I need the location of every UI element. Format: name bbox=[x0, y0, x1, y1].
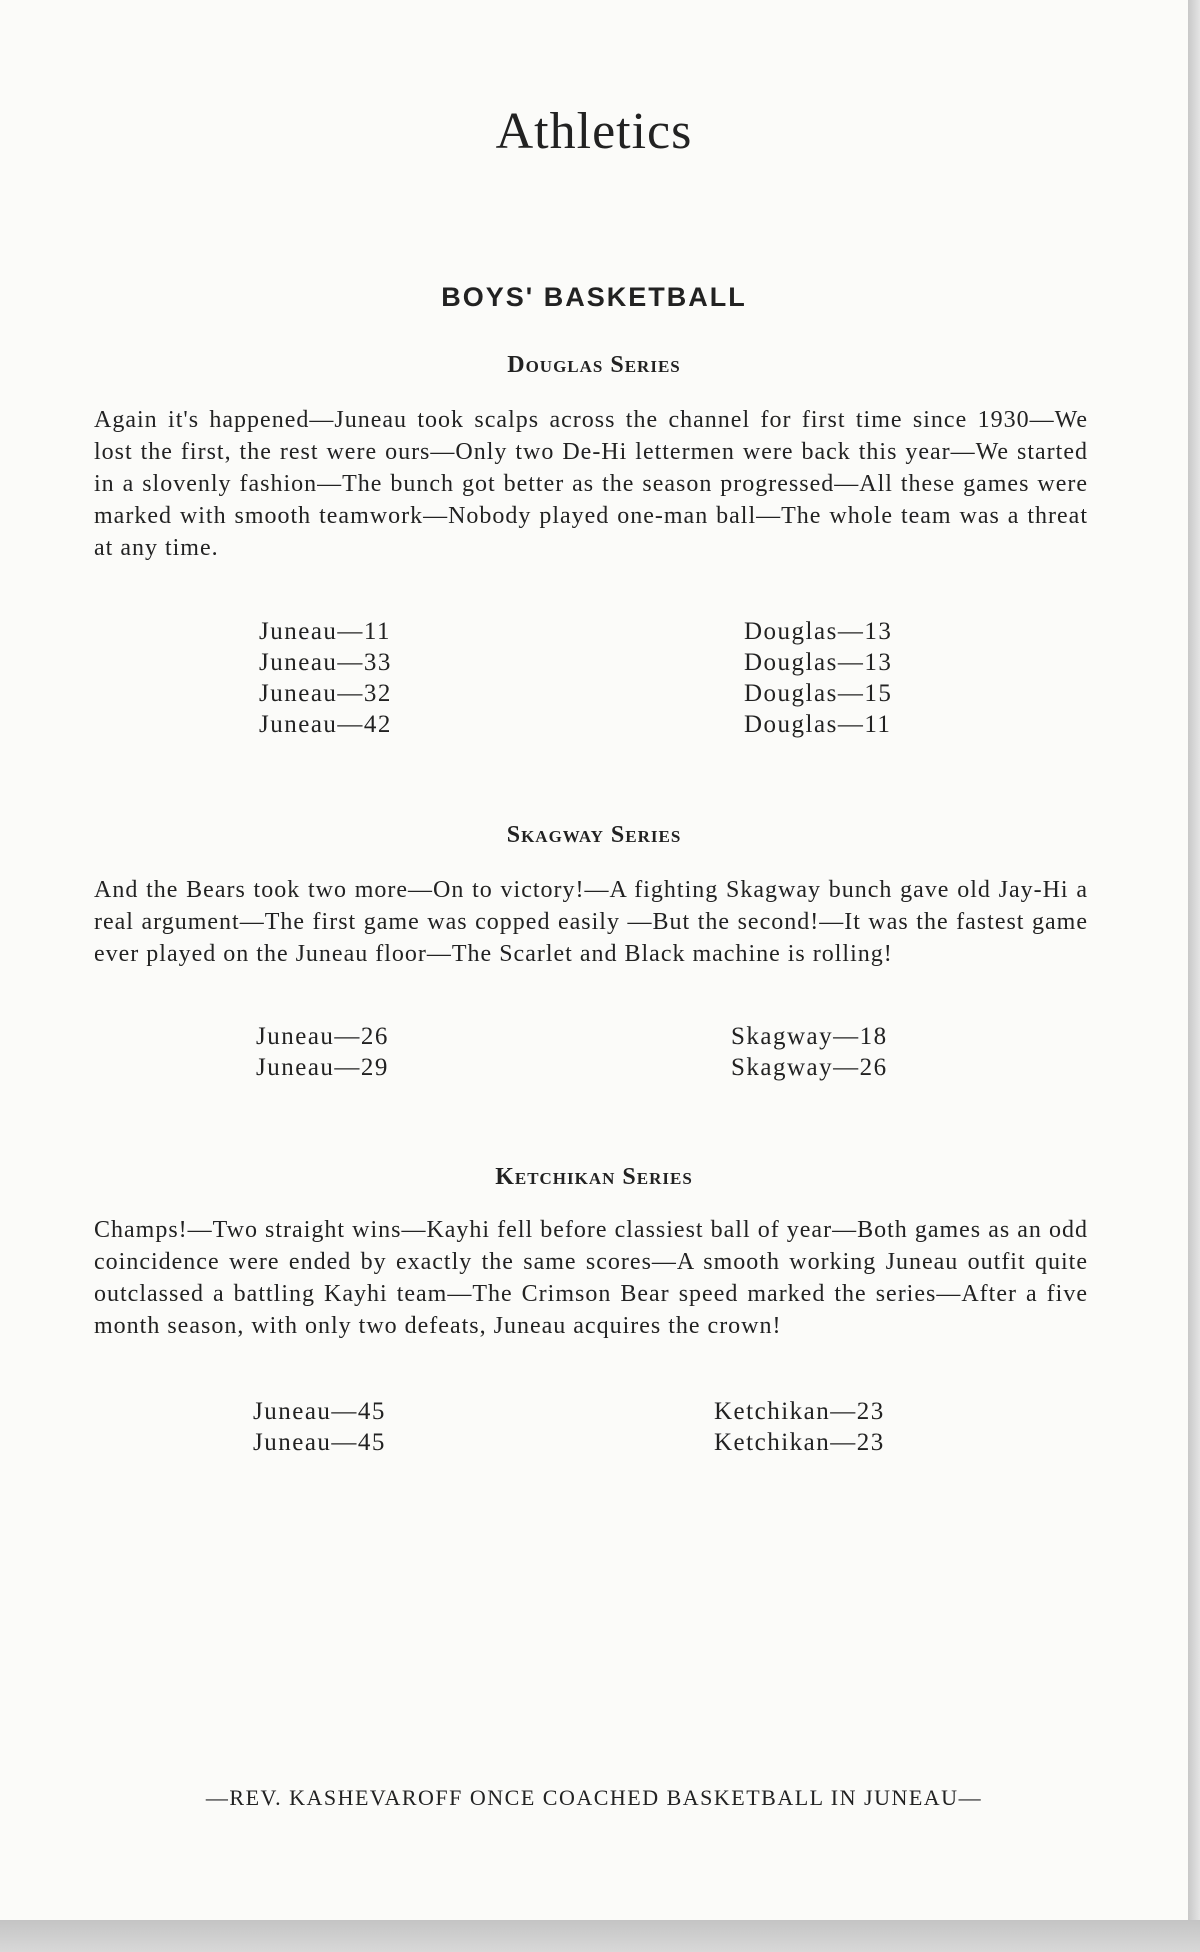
ketchikan-series-heading: Ketchikan Series bbox=[495, 1164, 693, 1190]
skagway-juneau-scores bbox=[256, 1021, 389, 1083]
score-line: Juneau—45 bbox=[253, 1429, 386, 1456]
ketchikan-opponent-scores bbox=[714, 1396, 885, 1458]
page-edge-bottom bbox=[0, 1920, 1200, 1952]
score-line: Juneau—32 bbox=[259, 680, 392, 707]
page-footer: —REV. KASHEVAROFF ONCE COACHED BASKETBALL IN JUNEAU— bbox=[205, 1785, 983, 1810]
skagway-series-heading: Skagway Series bbox=[506, 822, 682, 848]
douglas-juneau-scores bbox=[259, 616, 392, 740]
score-line: Juneau—11 bbox=[259, 618, 391, 645]
score-line: Skagway—26 bbox=[731, 1054, 888, 1081]
skagway-opponent-scores bbox=[731, 1021, 888, 1083]
score-line: Skagway—18 bbox=[731, 1023, 888, 1050]
score-line: Juneau—26 bbox=[256, 1023, 389, 1050]
score-line: Ketchikan—23 bbox=[714, 1398, 885, 1425]
score-line: Juneau—29 bbox=[256, 1054, 389, 1081]
ketchikan-juneau-scores bbox=[253, 1396, 386, 1458]
score-line: Juneau—45 bbox=[253, 1398, 386, 1425]
douglas-series-heading: Douglas Series bbox=[507, 352, 681, 378]
page-title: Athletics bbox=[495, 103, 693, 160]
page-edge-right bbox=[1188, 0, 1200, 1952]
score-line: Douglas—13 bbox=[744, 618, 893, 645]
skagway-series-paragraph: And the Bears took two more—On to victory!—A fighting Skagway bunch gave old Jay-Hi a real argument—The first game was copped easily —But the second!—It was the fastest game ever played on the Juneau floor—The Scarlet and Black machine is rolling! bbox=[94, 877, 1088, 967]
score-line: Douglas—11 bbox=[744, 711, 892, 738]
score-line: Douglas—15 bbox=[744, 680, 893, 707]
ketchikan-series-paragraph: Champs!—Two straight wins—Kayhi fell before classiest ball of year—Both games as an odd coincidence were ended by exactly the same scores—A smooth working Juneau outfit quite outclassed a battling Kayhi team—The Crimson Bear speed marked the series—After a five month season, with only two defeats, Juneau acquires the crown! bbox=[94, 1217, 1088, 1339]
score-line: Juneau—33 bbox=[259, 649, 392, 676]
douglas-series-paragraph: Again it's happened—Juneau took scalps across the channel for first time since 1930—We lost the first, the rest were ours—Only two De-Hi lettermen were back this year—We started in a slovenly fashion—The bunch got better as the season progressed—All these games were marked with smooth teamwork—Nobody played one-man ball—The whole team was a threat at any time. bbox=[94, 407, 1088, 561]
score-line: Juneau—42 bbox=[259, 711, 392, 738]
score-line: Ketchikan—23 bbox=[714, 1429, 885, 1456]
douglas-opponent-scores bbox=[744, 616, 892, 740]
score-line: Douglas—13 bbox=[744, 649, 893, 676]
section-heading: BOYS' BASKETBALL bbox=[441, 282, 747, 312]
